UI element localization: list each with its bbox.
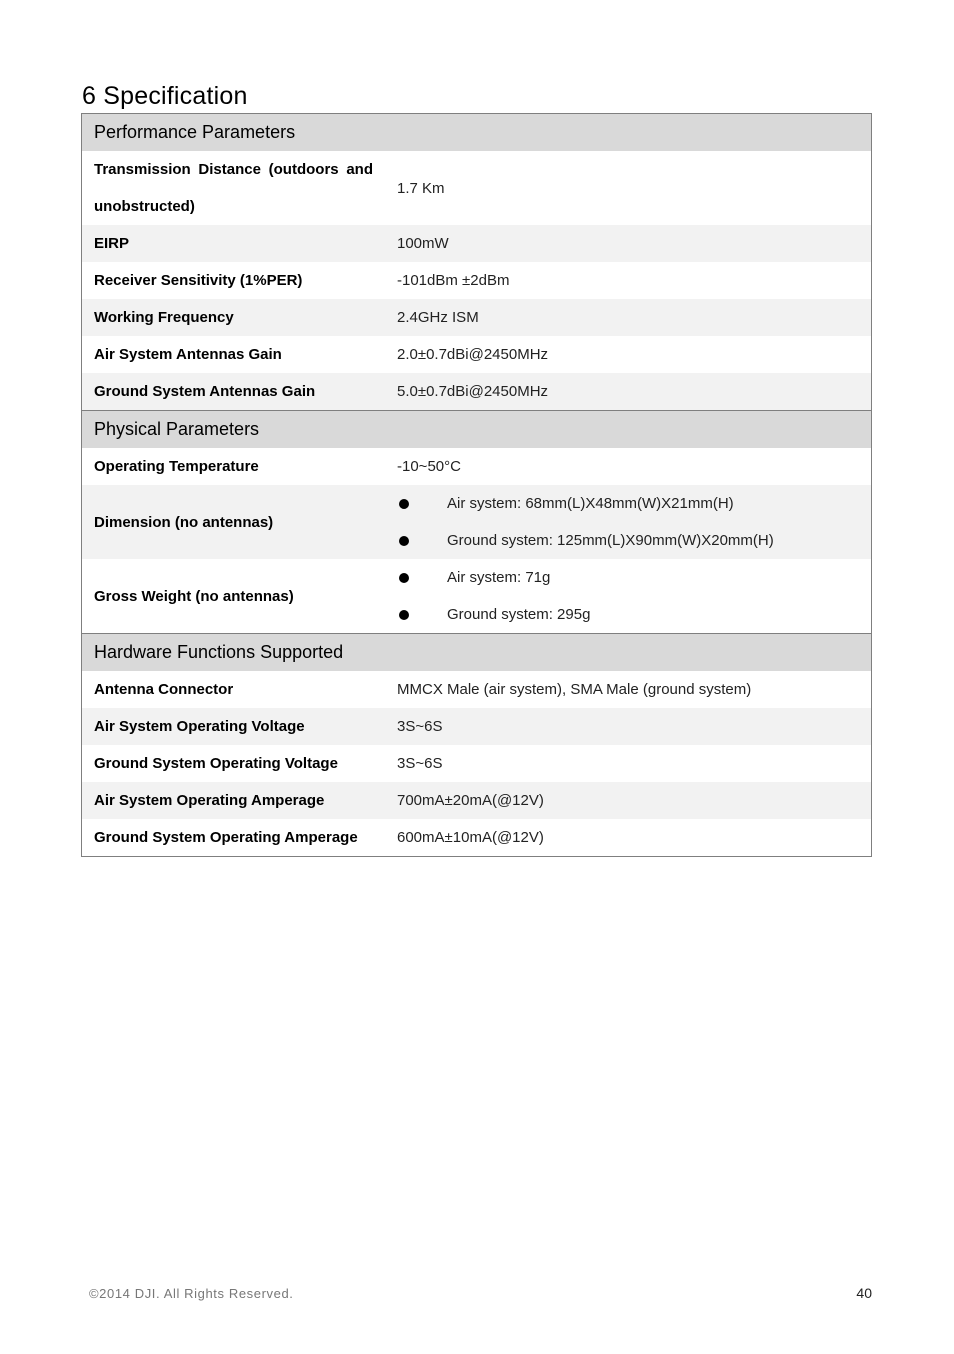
specification-table: [81, 113, 872, 857]
section-header-performance: [82, 114, 872, 152]
row-label: Air System Operating Amperage: [82, 782, 386, 819]
table-row: [82, 559, 872, 634]
table-row: [82, 671, 872, 708]
row-value: 600mA±10mA(@12V): [397, 829, 544, 846]
row-label: Air System Operating Voltage: [82, 708, 386, 745]
row-value: 5.0±0.7dBi@2450MHz: [385, 373, 872, 411]
row-label: Ground System Antennas Gain: [82, 373, 386, 411]
row-value: 100mW: [385, 225, 872, 262]
row-label: Working Frequency: [82, 299, 386, 336]
row-value: 3S~6S: [397, 755, 443, 772]
row-label: Ground System Operating Amperage: [94, 829, 358, 846]
bullet-icon: [399, 499, 409, 509]
section-heading: Hardware Functions Supported: [82, 634, 872, 672]
row-value: [385, 485, 872, 559]
table-row: [82, 819, 872, 857]
section-header-physical: [82, 411, 872, 449]
row-label: Air System Antennas Gain: [94, 346, 282, 363]
page-title: 6 Specification: [82, 82, 248, 110]
row-value: MMCX Male (air system), SMA Male (ground system): [397, 681, 752, 698]
row-value: 2.0±0.7dBi@2450MHz: [397, 346, 549, 363]
table-row: [82, 782, 872, 819]
row-label: Ground System Operating Voltage: [94, 755, 338, 772]
table-row: [82, 336, 872, 373]
row-value: 2.4GHz ISM: [385, 299, 872, 336]
list-item: Ground system: 125mm(L)X90mm(W)X20mm(H): [397, 522, 859, 559]
bullet-icon: [399, 610, 409, 620]
table-row: [82, 151, 872, 225]
bullet-list: [397, 559, 859, 633]
row-value: 3S~6S: [385, 708, 872, 745]
table-row: [82, 448, 872, 485]
row-label: Antenna Connector: [94, 681, 234, 698]
row-label: Receiver Sensitivity (1%PER): [94, 272, 303, 289]
row-label: Operating Temperature: [94, 458, 259, 475]
table-row: [82, 262, 872, 299]
table-row: [82, 299, 872, 336]
section-heading: Performance Parameters: [82, 114, 872, 152]
page-number: 40: [856, 1285, 872, 1301]
row-value: [385, 559, 872, 634]
row-value: -10~50°C: [397, 458, 461, 475]
table-row: [82, 373, 872, 411]
table-row: [82, 708, 872, 745]
table-row: [82, 225, 872, 262]
section-heading: Physical Parameters: [82, 411, 872, 449]
row-value: -101dBm ±2dBm: [397, 272, 510, 289]
section-header-hardware: [82, 634, 872, 672]
row-value: 1.7 Km: [397, 179, 445, 197]
footer-copyright: ©2014 DJI. All Rights Reserved.: [89, 1286, 294, 1301]
list-item: Air system: 68mm(L)X48mm(W)X21mm(H): [397, 485, 859, 522]
row-label: EIRP: [82, 225, 386, 262]
bullet-icon: [399, 573, 409, 583]
table-row: [82, 745, 872, 782]
row-label: Dimension (no antennas): [82, 485, 386, 559]
list-item: Air system: 71g: [397, 559, 859, 596]
row-label: Gross Weight (no antennas): [94, 587, 294, 605]
list-item: Ground system: 295g: [397, 596, 859, 633]
row-label: Transmission Distance (outdoors and unobstructed): [94, 161, 373, 215]
bullet-list: [397, 485, 859, 559]
bullet-icon: [399, 536, 409, 546]
row-value: 700mA±20mA(@12V): [385, 782, 872, 819]
table-row: [82, 485, 872, 559]
